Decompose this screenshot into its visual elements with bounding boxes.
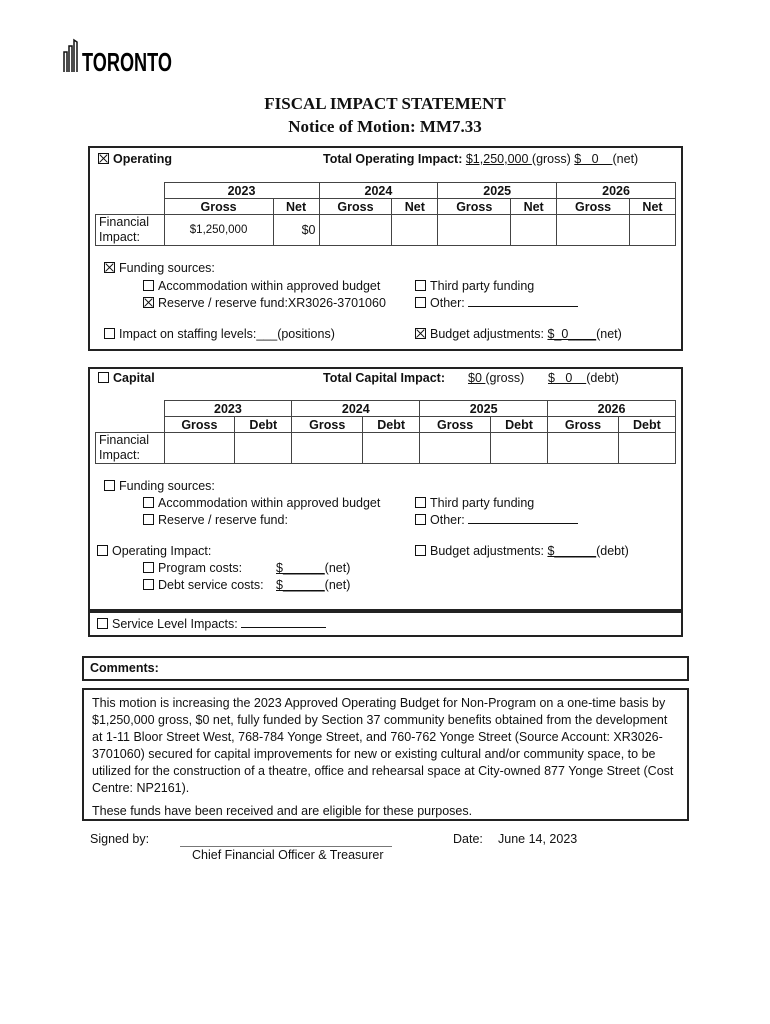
row-label: Financial Impact: — [96, 433, 165, 464]
cell[interactable] — [392, 215, 438, 246]
toronto-logo — [62, 38, 174, 77]
label: Reserve / reserve fund:XR3026-3701060 — [158, 296, 386, 310]
budget-adjustments-option[interactable] — [415, 327, 622, 341]
capital-gross — [468, 371, 524, 385]
suffix: (net) — [596, 327, 622, 341]
cell[interactable] — [548, 433, 619, 464]
net-value: $ 0 — [574, 152, 613, 166]
operating-section — [88, 146, 683, 351]
label: Third party funding — [430, 496, 535, 510]
program-costs-value — [276, 561, 350, 575]
comments-body — [82, 688, 689, 821]
cell[interactable] — [618, 433, 675, 464]
year: 2026 — [557, 183, 676, 199]
capital-funding-sources[interactable] — [104, 479, 215, 493]
col: Gross — [548, 417, 619, 433]
suffix: (debt) — [596, 544, 629, 558]
cell[interactable] — [630, 215, 676, 246]
label: Accommodation within approved budget — [158, 279, 381, 293]
col: Gross — [292, 417, 363, 433]
funding-sources[interactable] — [104, 261, 215, 275]
col: Debt — [618, 417, 675, 433]
value: $_0____ — [547, 327, 597, 341]
staffing-option[interactable] — [104, 327, 335, 341]
suffix: (debt) — [586, 371, 619, 385]
city-hall-icon — [62, 38, 174, 77]
suffix: (net) — [612, 152, 639, 166]
capital-reserve-option[interactable] — [143, 513, 288, 527]
page-title: FISCAL IMPACT STATEMENT — [264, 94, 506, 113]
capital-checkbox[interactable] — [98, 371, 155, 385]
capital-accommodation-option[interactable] — [143, 496, 380, 510]
signature-line — [180, 846, 392, 847]
cell[interactable]: $0 — [273, 215, 319, 246]
year: 2023 — [164, 401, 292, 417]
capital-label: Capital — [113, 371, 155, 385]
year: 2024 — [319, 183, 438, 199]
suffix: (gross) — [531, 152, 571, 166]
year: 2025 — [420, 401, 548, 417]
cell[interactable] — [292, 433, 363, 464]
label: Operating Impact: — [112, 544, 212, 558]
suffix: (gross) — [485, 371, 525, 385]
other-option[interactable] — [415, 296, 578, 310]
year: 2024 — [292, 401, 420, 417]
col: Debt — [491, 417, 548, 433]
col: Gross — [164, 199, 273, 215]
label: Other: — [430, 296, 465, 310]
col: Net — [273, 199, 319, 215]
value: $ 0 — [548, 371, 587, 385]
operating-label: Operating — [113, 152, 173, 166]
comments-header — [82, 656, 689, 681]
col: Debt — [363, 417, 420, 433]
signer-title: Chief Financial Officer & Treasurer — [192, 848, 384, 862]
col: Net — [392, 199, 438, 215]
capital-other-option[interactable] — [415, 513, 578, 527]
value: $______ — [276, 578, 325, 592]
operating-impact-option[interactable] — [97, 544, 211, 558]
col: Gross — [557, 199, 630, 215]
label: Debt service costs: — [158, 578, 264, 592]
operating-impact-table — [95, 182, 676, 246]
cell[interactable] — [420, 433, 491, 464]
reserve-option[interactable] — [143, 296, 386, 310]
label: Reserve / reserve fund: — [158, 513, 288, 527]
label: Service Level Impacts: — [112, 617, 238, 631]
label: Accommodation within approved budget — [158, 496, 381, 510]
cell[interactable] — [235, 433, 292, 464]
label: Funding sources: — [119, 261, 215, 275]
suffix: (net) — [324, 578, 351, 592]
label: Third party funding — [430, 279, 535, 293]
accommodation-option[interactable] — [143, 279, 380, 293]
cell[interactable] — [363, 433, 420, 464]
year: 2026 — [548, 401, 676, 417]
col: Net — [511, 199, 557, 215]
label: Program costs: — [158, 561, 243, 575]
year: 2025 — [438, 183, 557, 199]
year: 2023 — [164, 183, 319, 199]
debt-service-option[interactable] — [143, 578, 264, 592]
label: Impact on staffing levels:___(positions) — [119, 327, 335, 341]
col: Gross — [420, 417, 491, 433]
comments-paragraph: This motion is increasing the 2023 Approved Operating Budget for Non-Program on a one-time basis by $1,250,000 gross, $0 net, fully funded by Section 37 community benefits obtained from the development at 1-11 Bloor Street West, 768-784 Yonge Street, and 760-762 Yonge Street (Source Account: XR3026-3701060) secured for capital improvements for new or existing cultural and/or community space, to be utilized for the construction of a theatre, office and rehearsal space at City-owned 877 Yonge Street (Cost Centre: NP2161). — [92, 696, 674, 795]
label: Budget adjustments: — [430, 327, 548, 341]
col: Gross — [319, 199, 392, 215]
suffix: (net) — [324, 561, 351, 575]
col: Debt — [235, 417, 292, 433]
label: Other: — [430, 513, 465, 527]
col: Gross — [164, 417, 235, 433]
label: Total Capital Impact: — [323, 371, 446, 385]
value: $______ — [547, 544, 597, 558]
operating-checkbox[interactable] — [98, 152, 172, 166]
comments-label: Comments: — [90, 661, 159, 675]
capital-impact-table — [95, 400, 676, 464]
cell[interactable] — [438, 215, 511, 246]
label: Total Operating Impact: — [323, 152, 463, 166]
col: Gross — [438, 199, 511, 215]
label: Funding sources: — [119, 479, 215, 493]
program-costs-option[interactable] — [143, 561, 242, 575]
svg-text:TORONTO: TORONTO — [82, 47, 172, 77]
total-operating-impact — [323, 152, 638, 166]
capital-debt — [548, 371, 619, 385]
signed-by-label: Signed by: — [90, 832, 150, 846]
date-label: Date: — [453, 832, 483, 846]
gross-value: $1,250,000 — [465, 152, 532, 166]
debt-service-value — [276, 578, 350, 592]
cell[interactable] — [491, 433, 548, 464]
service-level-option[interactable] — [97, 617, 326, 631]
cell[interactable] — [319, 215, 392, 246]
value: $0 — [468, 371, 486, 385]
total-capital-impact — [323, 371, 445, 385]
cell[interactable]: $1,250,000 — [164, 215, 273, 246]
cell[interactable] — [164, 433, 235, 464]
cell[interactable] — [557, 215, 630, 246]
col: Net — [630, 199, 676, 215]
third-party-option[interactable] — [415, 279, 534, 293]
row-label: Financial Impact: — [96, 215, 165, 246]
cell[interactable] — [511, 215, 557, 246]
capital-budget-adjustments-option[interactable] — [415, 544, 629, 558]
capital-third-party-option[interactable] — [415, 496, 534, 510]
label: Budget adjustments: — [430, 544, 548, 558]
comments-paragraph: These funds have been received and are eligible for these purposes. — [92, 804, 473, 818]
date-value: June 14, 2023 — [498, 832, 578, 846]
page-subtitle: Notice of Motion: MM7.33 — [288, 117, 482, 136]
value: $______ — [276, 561, 325, 575]
